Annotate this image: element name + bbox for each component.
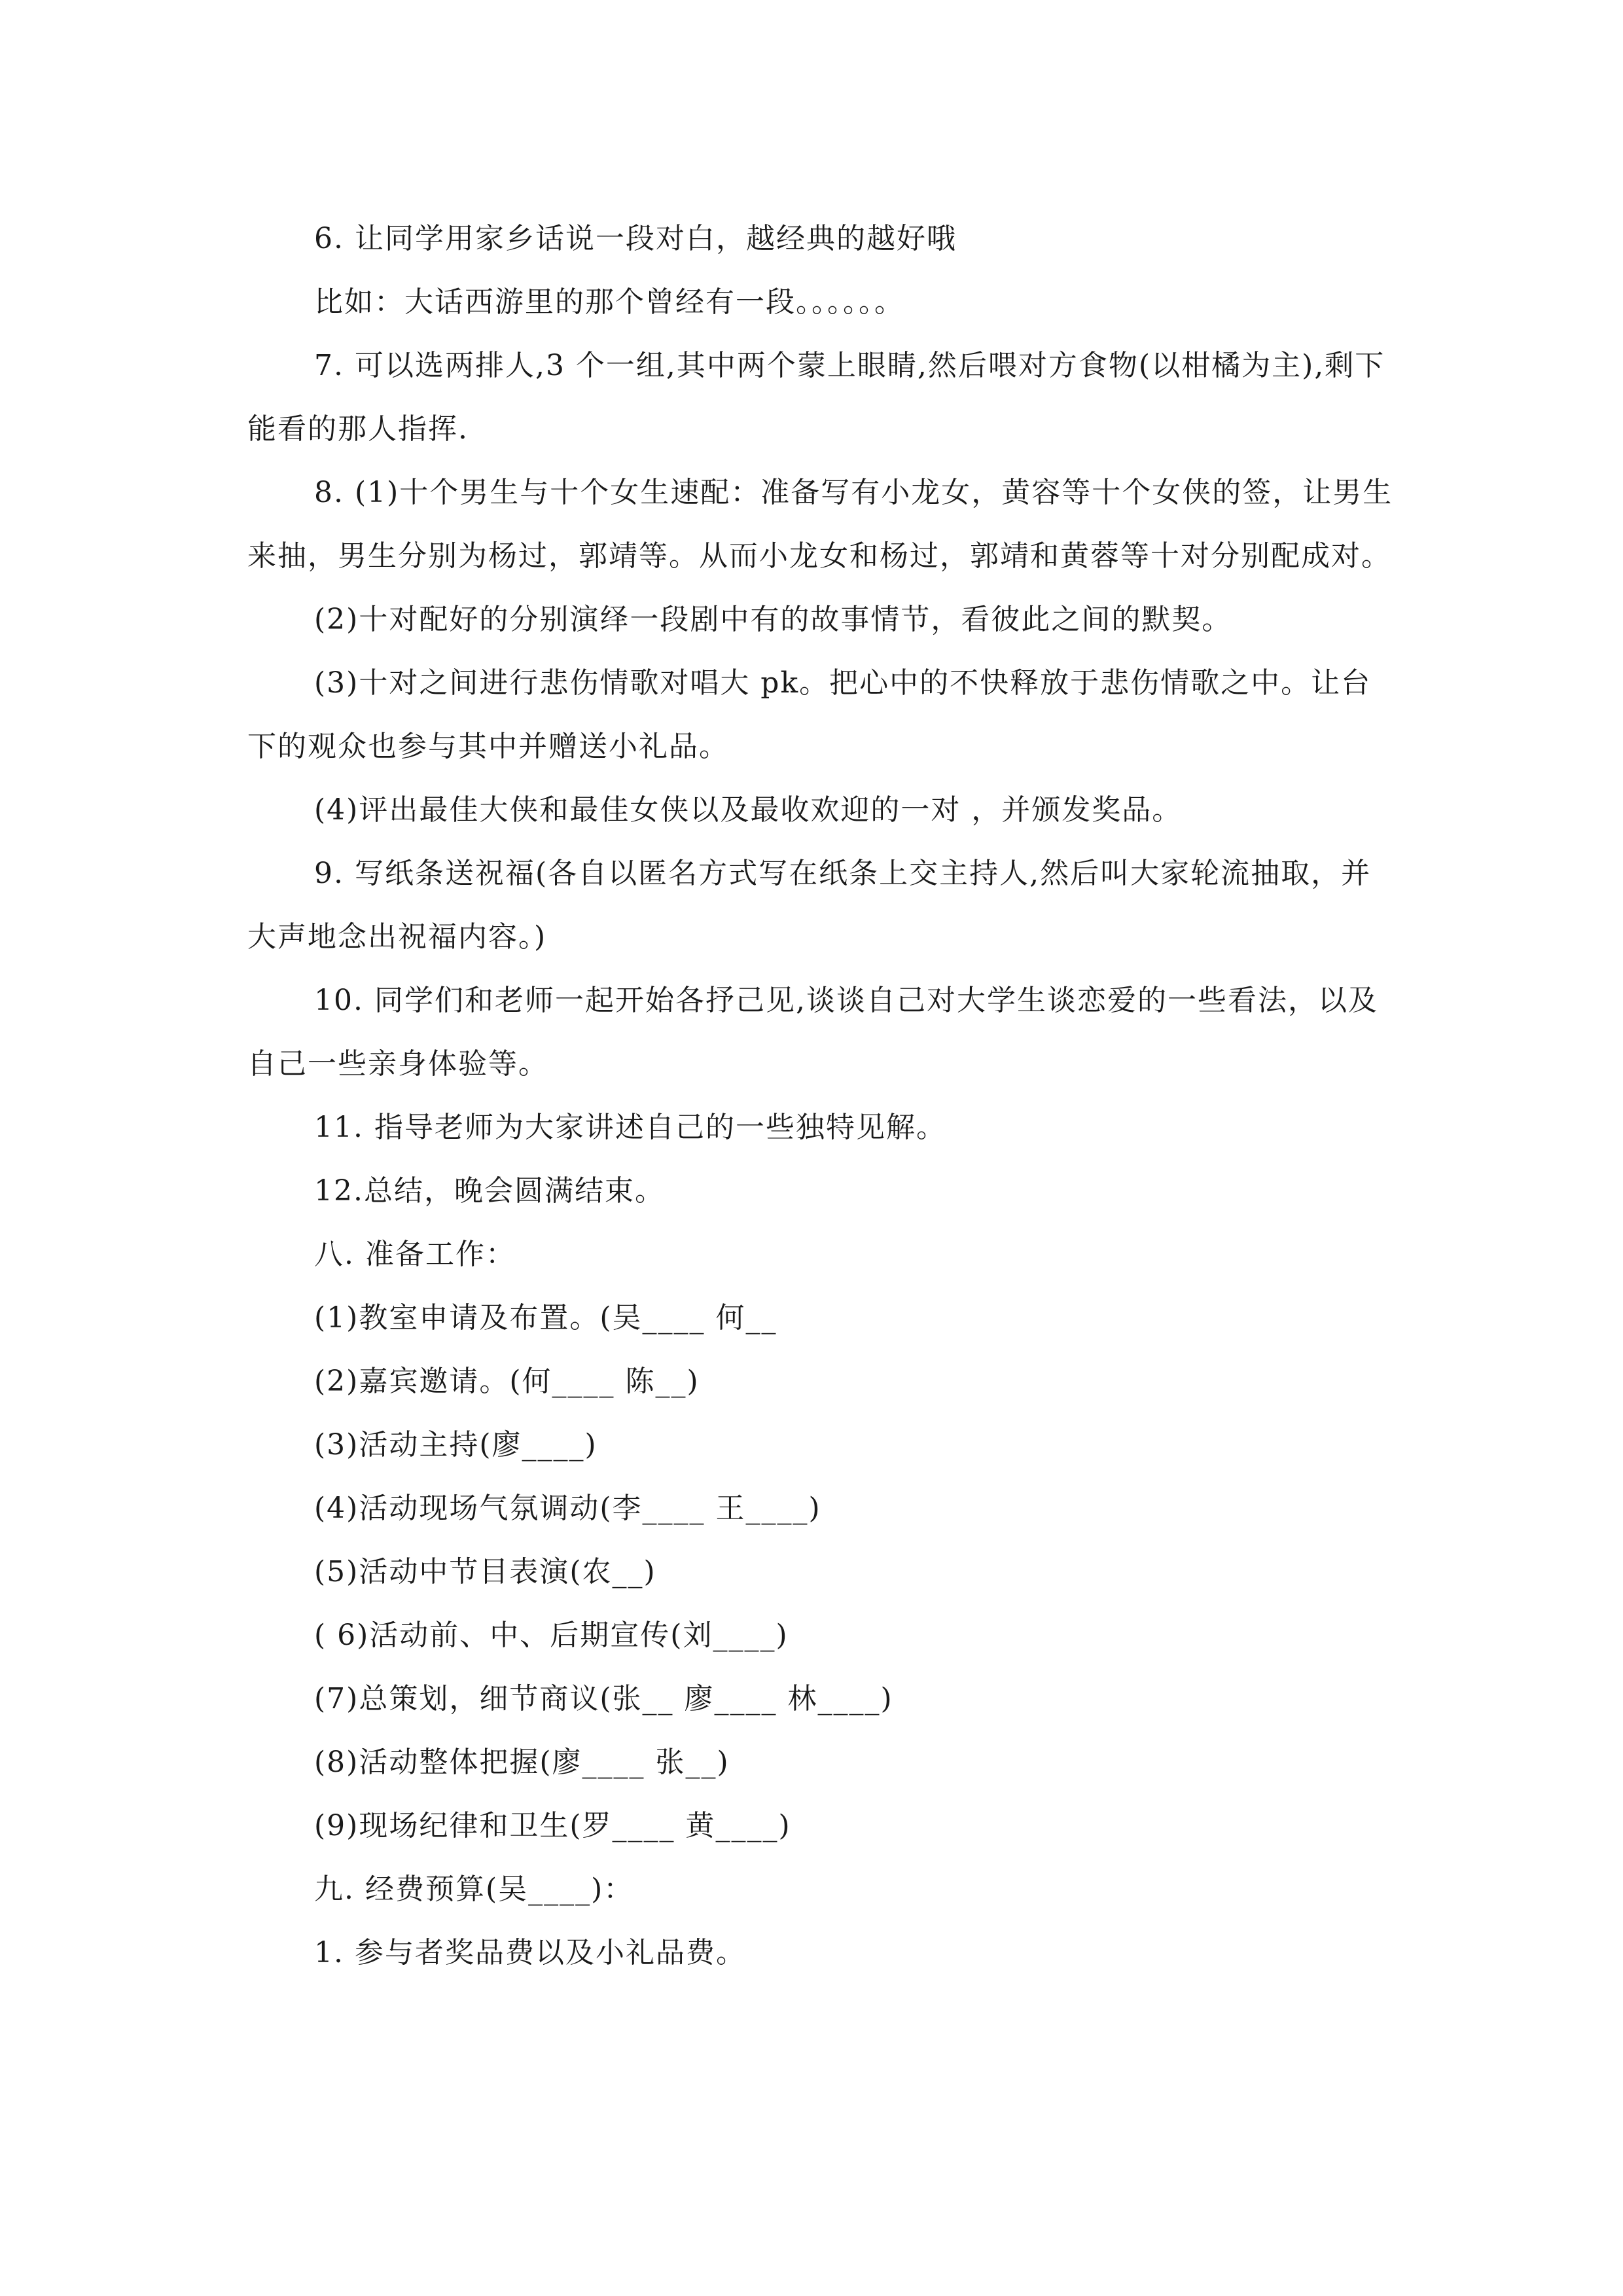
paragraph-item-10: 10. 同学们和老师一起开始各抒己见,谈谈自己对大学生谈恋爱的一些看法，以及自己一些亲身体验等。: [247, 984, 1378, 1081]
paragraph-item-6: 6. 让同学用家乡话说一段对白，越经典的越好哦: [314, 222, 957, 255]
document-body: [247, 207, 1399, 1984]
paragraph-item-12: 12.总结，晚会圆满结束。: [314, 1174, 665, 1208]
prep-item-7: (7)总策划，细节商议(张__ 廖____ 林____): [314, 1682, 893, 1715]
prep-item-2: (2)嘉宾邀请。(何____ 陈__): [314, 1365, 700, 1398]
prep-item-8: (8)活动整体把握(廖____ 张__): [314, 1746, 730, 1779]
paragraph-example: 比如：大话西游里的那个曾经有一段。。。。。。: [314, 285, 904, 319]
prep-item-1: (1)教室申请及布置。(吴____ 何__: [314, 1301, 777, 1335]
prep-item-3: (3)活动主持(廖____): [314, 1428, 597, 1462]
paragraph-item-7: 7. 可以选两排人,3 个一组,其中两个蒙上眼睛,然后喂对方食物(以柑橘为主),剩下能看的那人指挥.: [247, 349, 1385, 446]
prep-item-4: (4)活动现场气氛调动(李____ 王____): [314, 1492, 821, 1525]
budget-item-1: 1. 参与者奖品费以及小礼品费。: [314, 1936, 746, 1969]
section-heading-preparation: 八. 准备工作：: [314, 1238, 516, 1271]
prep-item-6: ( 6)活动前、中、后期宣传(刘____): [314, 1619, 789, 1652]
paragraph-item-9: 9. 写纸条送祝福(各自以匿名方式写在纸条上交主持人,然后叫大家轮流抽取，并大声地念出祝福内容。): [247, 857, 1372, 954]
section-heading-budget: 九. 经费预算(吴____)：: [314, 1873, 634, 1906]
paragraph-item-11: 11. 指导老师为大家讲述自己的一些独特见解。: [314, 1111, 946, 1144]
prep-item-9: (9)现场纪律和卫生(罗____ 黄____): [314, 1809, 791, 1842]
paragraph-item-8-4: (4)评出最佳大侠和最佳女侠以及最收欢迎的一对 ，并颁发奖品。: [314, 793, 1183, 827]
paragraph-item-8-2: (2)十对配好的分别演绎一段剧中有的故事情节，看彼此之间的默契。: [314, 603, 1232, 636]
prep-item-5: (5)活动中节目表演(农__): [314, 1555, 656, 1588]
paragraph-item-8-1: 8. (1)十个男生与十个女生速配：准备写有小龙女，黄容等十个女侠的签，让男生来抽，男生分别为杨过，郭靖等。从而小龙女和杨过，郭靖和黄蓉等十对分别配成对。: [247, 476, 1393, 573]
paragraph-item-8-3: (3)十对之间进行悲伤情歌对唱大 pk。把心中的不快释放于悲伤情歌之中。让台下的观众也参与其中并赠送小礼品。: [247, 666, 1372, 763]
